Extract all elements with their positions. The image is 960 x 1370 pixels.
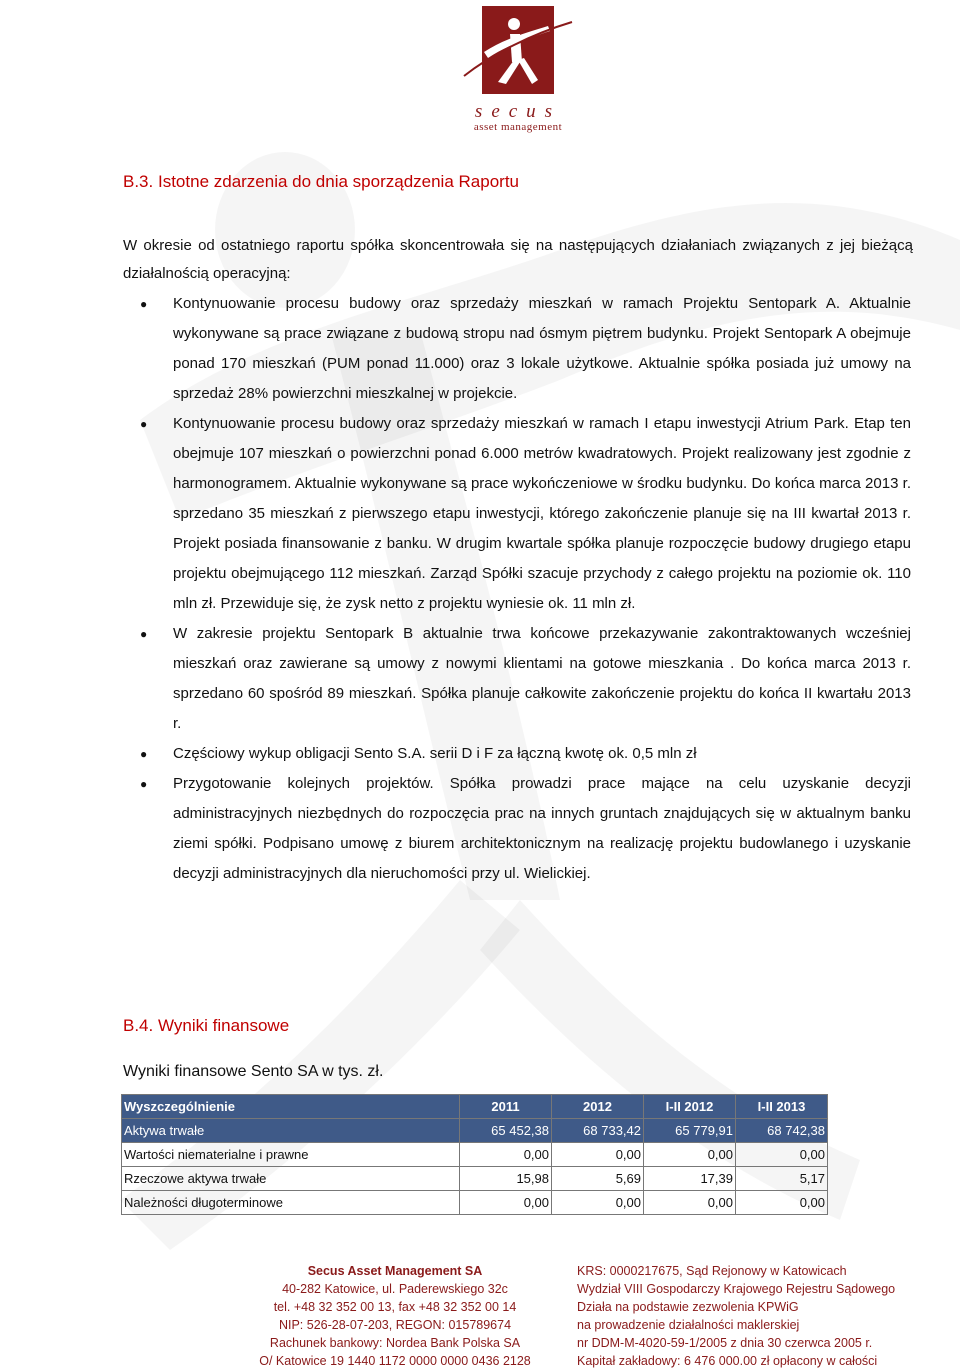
table-cell: Aktywa trwałe <box>122 1119 460 1143</box>
section-b4-number: B.4. <box>123 1016 154 1035</box>
footer-line: O/ Katowice 19 1440 1172 0000 0000 0436 2128 <box>259 1354 531 1368</box>
table-cell: 5,17 <box>736 1167 828 1191</box>
footer-line: Kapitał zakładowy: 6 476 000.00 zł opłacony w całości <box>577 1354 878 1368</box>
section-b3-title: Istotne zdarzenia do dnia sporządzenia Raportu <box>157 172 519 191</box>
list-item: ● Przygotowanie kolejnych projektów. Spółka prowadzi prace mające na celu uzyskanie decyzji administracyjnych niezbędnych do rozpoczęcia prac na innych gruntach znajdujących się w aktualnym banku ziemi spółki. Podpisano umowę z biurem architektonicznym na realizację projektu budowlanego i uzyskanie decyzji administracyjnych dla nieruchomości przy ul. Wielickiej. <box>173 769 911 889</box>
footer-line: KRS: 0000217675, Sąd Rejonowy w Katowicach <box>577 1264 847 1278</box>
logo-wordmark: secus <box>474 101 562 122</box>
table-cell: Należności długoterminowe <box>122 1191 460 1215</box>
section-b3-number: B.3. <box>123 172 154 191</box>
footer-company-info <box>240 1262 550 1370</box>
table-cell: 0,00 <box>736 1191 828 1215</box>
footer-line: Wydział VIII Gospodarczy Krajowego Rejestru Sądowego <box>577 1282 896 1296</box>
table-cell: 0,00 <box>736 1143 828 1167</box>
footer-registry-info <box>577 1262 937 1370</box>
table-header-row <box>122 1095 828 1119</box>
table-header-cell: I-II 2013 <box>736 1095 828 1119</box>
table-cell: 0,00 <box>552 1143 644 1167</box>
logo-tagline: asset management <box>473 121 563 133</box>
bullet-icon: ● <box>140 777 148 791</box>
table-cell: 68 742,38 <box>736 1119 828 1143</box>
table-cell: 17,39 <box>644 1167 736 1191</box>
section-b3-intro: W okresie od ostatniego raportu spółka skoncentrowała się na następujących działaniach związanych z jej bieżącą działalnością operacyjną: <box>123 237 913 282</box>
table-cell: 0,00 <box>460 1191 552 1215</box>
table-row <box>122 1119 828 1143</box>
financial-table <box>121 1094 828 1215</box>
secus-logo <box>462 4 574 132</box>
table-row <box>122 1191 828 1215</box>
table-row <box>122 1167 828 1191</box>
table-row <box>122 1143 828 1167</box>
section-b3-heading <box>123 172 519 192</box>
footer-line: Działa na podstawie zezwolenia KPWiG <box>577 1300 799 1314</box>
footer-line: NIP: 526-28-07-203, REGON: 015789674 <box>278 1318 512 1332</box>
list-item: ● W zakresie projektu Sentopark B aktualnie trwa końcowe przekazywanie zakontraktowanych wcześniej mieszkań oraz zawierane są umowy z nowymi klientami na gotowe mieszkania . Do końca marca 2013 r. sprzedano 60 spośród 89 mieszkań. Spółka planuje całkowite zakończenie projektu do końca II kwartału 2013 r. <box>173 619 911 739</box>
footer-line: 40-282 Katowice, ul. Paderewskiego 32c <box>282 1282 508 1296</box>
table-header-cell: 2012 <box>552 1095 644 1119</box>
table-cell: 15,98 <box>460 1167 552 1191</box>
table-cell: 0,00 <box>552 1191 644 1215</box>
bullet-icon: ● <box>140 297 148 311</box>
table-header-cell: Wyszczególnienie <box>122 1095 460 1119</box>
financial-table-caption: Wyniki finansowe Sento SA w tys. zł. <box>123 1063 384 1080</box>
table-cell: 5,69 <box>552 1167 644 1191</box>
table-header-cell: I-II 2012 <box>644 1095 736 1119</box>
list-item: ● Kontynuowanie procesu budowy oraz sprzedaży mieszkań w ramach Projektu Sentopark A. Aktualnie wykonywane są prace związane z budową stropu nad ósmym piętrem budynku. Projekt Sentopark A obejmuje ponad 170 mieszkań (PUM ponad 11.000) oraz 3 lokale użytkowe. Aktualnie spółka posiada już umowy na sprzedaż 28% powierzchni mieszkalnej w projekcie. <box>173 289 911 409</box>
table-cell: 68 733,42 <box>552 1119 644 1143</box>
footer-line: Rachunek bankowy: Nordea Bank Polska SA <box>269 1336 521 1350</box>
bullet-icon: ● <box>140 417 148 431</box>
table-cell: 0,00 <box>644 1143 736 1167</box>
list-item: ● Częściowy wykup obligacji Sento S.A. serii D i F za łączną kwotę ok. 0,5 mln zł <box>173 739 911 769</box>
athlete-logo-icon <box>462 4 574 104</box>
list-item: ● Kontynuowanie procesu budowy oraz sprzedaży mieszkań w ramach I etapu inwestycji Atrium Park. Etap ten obejmuje 107 mieszkań o powierzchni ponad 6.000 metrów kwadratowych. Projekt realizowany jest zgodnie z harmonogramem. Aktualnie wykonywane są prace wykończeniowe w środku budynku. Do końca marca 2013 r. sprzedano 35 mieszkań z pierwszego etapu inwestycji, którego zakończenie planuje się na III kwartał 2013 r. Projekt posiada finansowanie z banku. W drugim kwartale spółka planuje rozpoczęcie budowy drugiego etapu projektu obejmującego 112 mieszkań. Zarząd Spółki szacuje przychody z całego projektu na poziomie ok. 110 mln zł. Przewiduje się, że zysk netto z projektu wyniesie ok. 11 mln zł. <box>173 409 911 619</box>
table-header-cell: 2011 <box>460 1095 552 1119</box>
table-cell: 65 452,38 <box>460 1119 552 1143</box>
bullet-icon: ● <box>140 627 148 641</box>
footer-company-name: Secus Asset Management SA <box>307 1264 483 1278</box>
table-cell: 65 779,91 <box>644 1119 736 1143</box>
table-cell: 0,00 <box>644 1191 736 1215</box>
footer-line: nr DDM-M-4020-59-1/2005 z dnia 30 czerwca 2005 r. <box>577 1336 873 1350</box>
table-cell: Wartości niematerialne i prawne <box>122 1143 460 1167</box>
footer-line: na prowadzenie działalności maklerskiej <box>577 1318 800 1332</box>
events-list <box>0 289 960 889</box>
footer-line: tel. +48 32 352 00 13, fax +48 32 352 00 14 <box>273 1300 517 1314</box>
table-cell: Rzeczowe aktywa trwałe <box>122 1167 460 1191</box>
bullet-icon: ● <box>140 747 148 761</box>
section-b4-title: Wyniki finansowe <box>157 1016 290 1035</box>
section-b4-heading <box>123 1016 289 1036</box>
table-cell: 0,00 <box>460 1143 552 1167</box>
